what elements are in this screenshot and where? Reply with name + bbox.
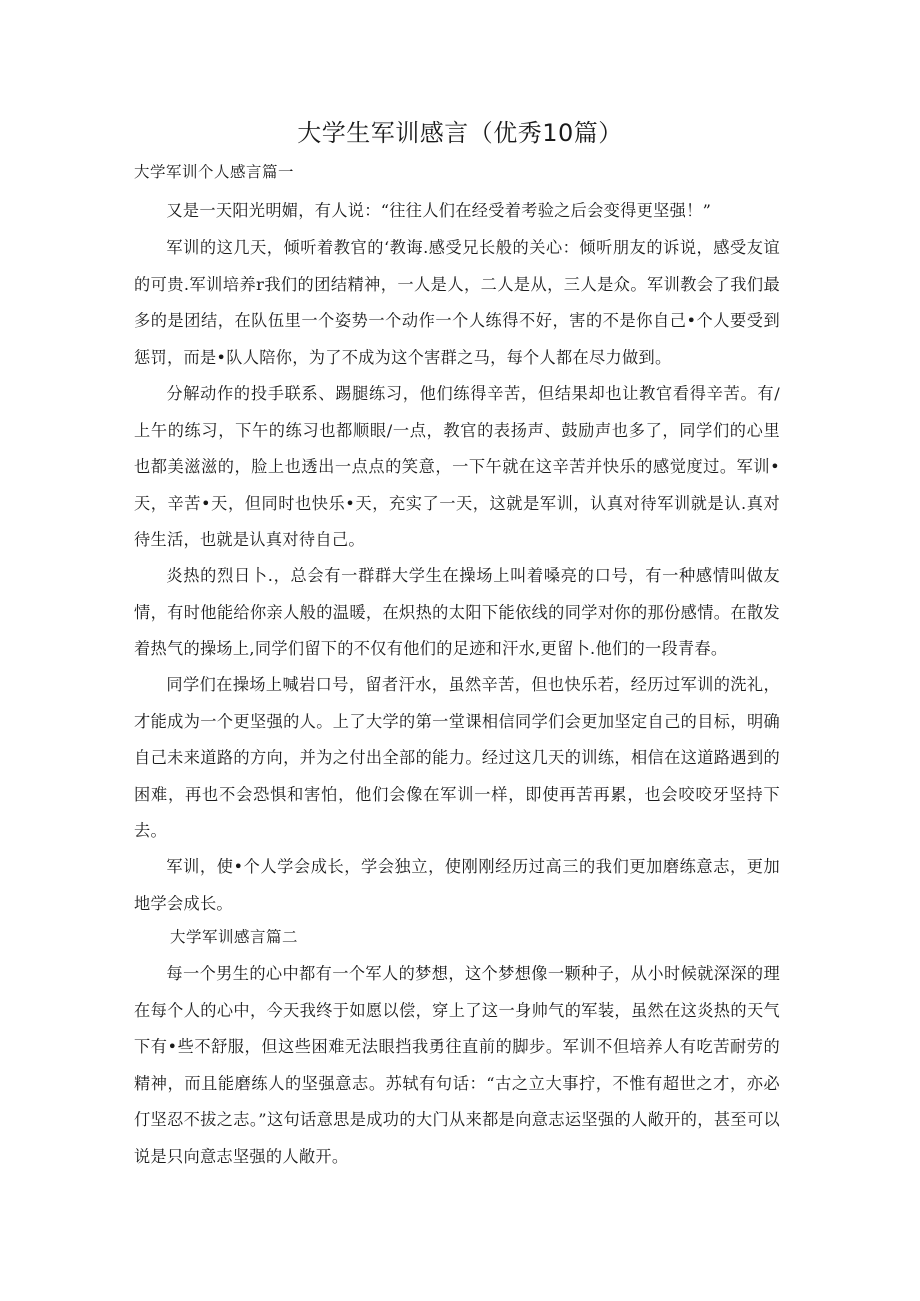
- paragraph: 同学们在操场上喊岩口号，留者汗水，虽然辛苦，但也快乐若，经历过军训的洗礼，才能成为一个更坚强的人。上了大学的第一堂课相信同学们会更加坚定自己的目标，明确自己未来道路的方向，并为之付出全部的能力。经过这几天的训练，相信在这道路遇到的困难，再也不会恐惧和害怕，他们会像在军训一样，即使再苦再累，也会咬咬牙坚持下去。: [134, 675, 780, 841]
- paragraph: 分解动作的投手联系、踢腿练习，他们练得辛苦，但结果却也让教官看得辛苦。有/上午的练习，下午的练习也都顺眼/一点，教官的表扬声、鼓励声也多了，同学们的心里也都美滋滋的，脸上也透出一点点的笑意，一下午就在这辛苦并快乐的感觉度过。军训•天，辛苦•天，但同时也快乐•天，充实了一天，这就是军训，认真对待军训就是认.真对待生活，也就是认真对待自己。: [134, 384, 780, 550]
- paragraph: 又是一天阳光明媚，有人说：“往往人们在经受着考验之后会变得更坚强！”: [166, 201, 712, 220]
- paragraph: 每一个男生的心中都有一个军人的梦想，这个梦想像一颗种子，从小时候就深深的理在每个人的心中，今天我终于如愿以偿，穿上了这一身帅气的军装，虽然在这炎热的天气下有•些不舒服，但这些困难无法眼挡我勇往直前的脚步。军训不但培养人有吃苦耐劳的精神，而且能磨练人的坚强意志。苏轼有句话：“古之立大事拧，不惟有超世之才，亦必仃坚忍不拔之志。”这句话意思是成功的大门从来都是向意志运坚强的人敞开的，甚至可以说是只向意志坚强的人敞开。: [134, 964, 780, 1166]
- paragraph: 军训，使•个人学会成长，学会独立，使刚刚经历过高三的我们更加磨练意志，更加地学会成长。: [134, 857, 780, 913]
- paragraph: 炎热的烈日卜.，总会有一群群大学生在操场上叫着嗓亮的口号，有一种感情叫做友情，有时他能给你亲人般的温暖，在炽热的太阳下能依线的同学对你的那份感情。在散发着热气的操场上,同学们留下的不仅有他们的足迹和汗水,更留卜.他们的一段青春。: [134, 566, 780, 659]
- document-title: 大学生军训感言（优秀10篇）: [297, 119, 623, 147]
- paragraph: 军训的这几天，倾听着教官的‘教诲.感受兄长般的关心：倾听朋友的诉说，感受友谊的可贵.军训培养r我们的团结精神，一人是人，二人是从，三人是众。军训教会了我们最多的是团结，在队伍里一个姿势一个动作一个人练得不好，害的不是你自己•个人要受到惩罚，而是•队人陪你，为了不成为这个害群之马，每个人都在尽力做到。: [134, 238, 780, 367]
- section-heading-2: 大学军训感言篇二: [170, 928, 299, 946]
- section-heading-1: 大学军训个人感言篇一: [134, 163, 295, 181]
